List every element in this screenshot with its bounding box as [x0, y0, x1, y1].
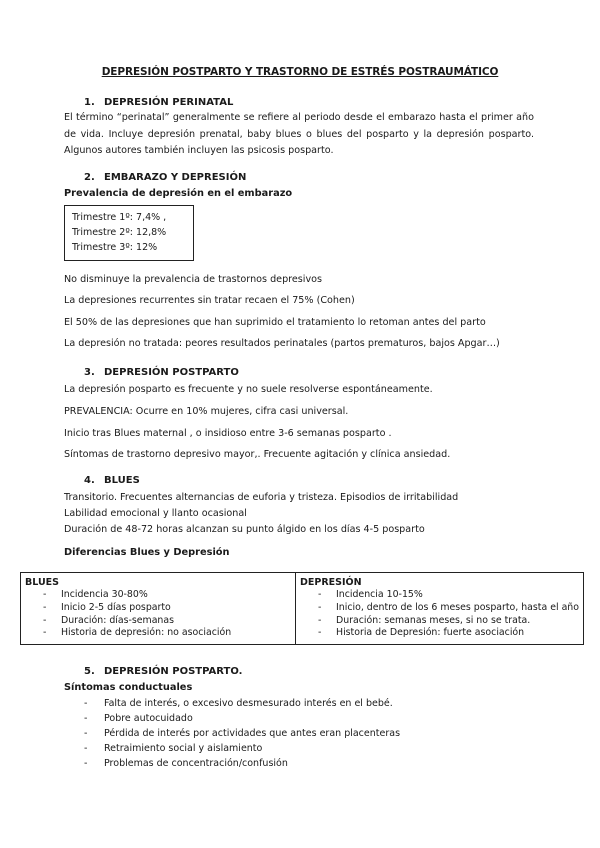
s4-line-2: Labilidad emocional y llanto ocasional	[64, 508, 247, 519]
section-4-title: BLUES	[104, 475, 140, 486]
symptom-item: - Problemas de concentración/confusión	[64, 756, 400, 771]
depression-item: - Incidencia 10-15%	[300, 589, 579, 602]
blues-list	[25, 589, 291, 640]
blues-column-title: BLUES	[25, 577, 60, 588]
symptom-item: - Retraimiento social y aislamiento	[64, 741, 400, 756]
trimester-3: Trimestre 3º: 12%	[72, 242, 158, 253]
prevalence-subheading: Prevalencia de depresión en el embarazo	[64, 188, 293, 199]
blues-vs-depression-table	[20, 572, 584, 645]
section-1-number: 1.	[84, 97, 95, 108]
section-1-paragraph: El término “perinatal” generalmente se refiere al periodo desde el embarazo hasta el primer año de vida. Incluye depresión prenatal, baby blues o blues del posparto y la depresión posparto. Algunos autores también incluyen las psicosis posparto.	[64, 112, 534, 156]
s4-line-1: Transitorio. Frecuentes alternancias de euforia y tristeza. Episodios de irritabilidad	[64, 492, 459, 503]
blues-item: - Duración: días-semanas	[25, 615, 291, 628]
document-title: DEPRESIÓN POSTPARTO Y TRASTORNO DE ESTRÉS POSTRAUMÁTICO	[101, 66, 499, 78]
section-1-heading	[84, 97, 233, 108]
section-4-heading	[84, 475, 140, 486]
depression-list	[300, 589, 579, 640]
differences-subheading: Diferencias Blues y Depresión	[64, 547, 230, 558]
section-3-title: DEPRESIÓN POSTPARTO	[104, 367, 239, 378]
s3-line-4: Síntomas de trastorno depresivo mayor,. Frecuente agitación y clínica ansiedad.	[64, 449, 451, 460]
s2-line-4: La depresión no tratada: peores resultados perinatales (partos prematuros, bajos Apgar…)	[64, 338, 500, 349]
trimester-1: Trimestre 1º: 7,4% ,	[72, 212, 167, 223]
blues-item: - Incidencia 30-80%	[25, 589, 291, 602]
s2-line-1: No disminuye la prevalencia de trastornos depresivos	[64, 274, 323, 285]
symptom-item: - Pérdida de interés por actividades que antes eran placenteras	[64, 726, 400, 741]
depression-item: - Historia de Depresión: fuerte asociación	[300, 627, 579, 640]
s2-line-2: La depresiones recurrentes sin tratar recaen el 75% (Cohen)	[64, 295, 355, 306]
behavioral-symptoms-list	[64, 696, 400, 771]
section-5-title: DEPRESIÓN POSTPARTO.	[104, 666, 243, 677]
depression-item: - Duración: semanas meses, si no se trata.	[300, 615, 579, 628]
section-2-heading	[84, 172, 246, 183]
depression-column-title: DEPRESIÓN	[300, 577, 362, 588]
section-3-number: 3.	[84, 367, 95, 378]
section-1-title: DEPRESIÓN PERINATAL	[104, 97, 234, 108]
blues-cell	[21, 573, 296, 645]
trimester-box	[64, 205, 194, 261]
blues-item: - Historia de depresión: no asociación	[25, 627, 291, 640]
section-3-heading	[84, 367, 239, 378]
behavioral-symptoms-subheading: Síntomas conductuales	[64, 682, 193, 693]
s2-line-3: El 50% de las depresiones que han suprimido el tratamiento lo retoman antes del parto	[64, 317, 486, 328]
s3-line-3: Inicio tras Blues maternal , o insidioso entre 3-6 semanas posparto .	[64, 428, 392, 439]
symptom-item: - Pobre autocuidado	[64, 711, 400, 726]
blues-item: - Inicio 2-5 días posparto	[25, 602, 291, 615]
section-4-number: 4.	[84, 475, 95, 486]
depression-item: - Inicio, dentro de los 6 meses posparto, hasta el año	[300, 602, 579, 615]
s4-line-3: Duración de 48-72 horas alcanzan su punto álgido en los días 4-5 posparto	[64, 524, 425, 535]
symptom-item: - Falta de interés, o excesivo desmesurado interés en el bebé.	[64, 696, 400, 711]
s3-line-2: PREVALENCIA: Ocurre en 10% mujeres, cifra casi universal.	[64, 406, 349, 417]
section-2-number: 2.	[84, 172, 95, 183]
section-5-number: 5.	[84, 666, 95, 677]
trimester-2: Trimestre 2º: 12,8%	[72, 227, 167, 238]
section-5-heading	[84, 666, 242, 677]
depression-cell	[296, 573, 584, 645]
s3-line-1: La depresión posparto es frecuente y no suele resolverse espontáneamente.	[64, 384, 433, 395]
section-2-title: EMBARAZO Y DEPRESIÓN	[104, 172, 247, 183]
